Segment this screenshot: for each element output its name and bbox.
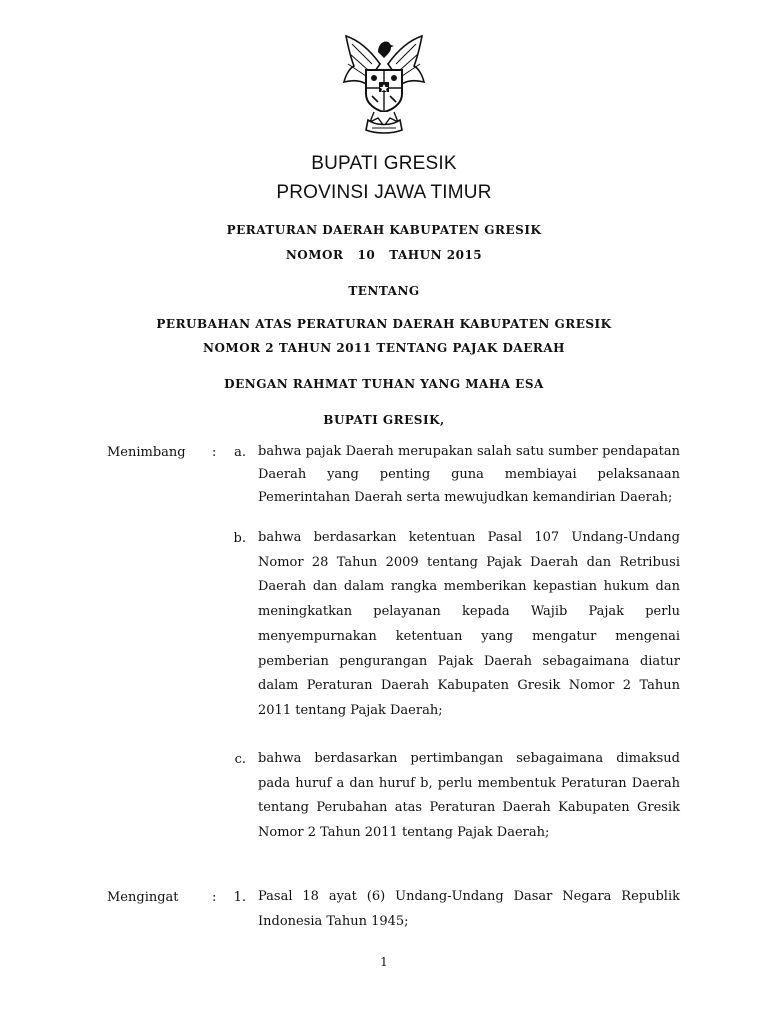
garuda-emblem: [336, 30, 432, 138]
menimbang-item-a: bahwa pajak Daerah merupakan salah satu sumber pendapatan Daerah yang penting guna membiayai pelaksanaan Pemerintahan Daerah serta mewujudkan kemandirian Daerah;: [258, 444, 680, 505]
mengingat-item-1: Pasal 18 ayat (6) Undang-Undang Dasar Negara Republik Indonesia Tahun 1945;: [258, 889, 680, 929]
mengingat-label: Mengingat: [107, 890, 179, 905]
preamble: DENGAN RAHMAT TUHAN YANG MAHA ESA: [224, 377, 544, 391]
about-heading: TENTANG: [348, 284, 420, 298]
subject-line-2: NOMOR 2 TAHUN 2011 TENTANG PAJAK DAERAH: [202, 341, 565, 355]
item-marker: 1.: [233, 890, 246, 905]
regulation-title: PERATURAN DAERAH KABUPATEN GRESIK: [226, 223, 542, 237]
province-title: PROVINSI JAWA TIMUR: [276, 182, 492, 203]
item-marker: c.: [234, 752, 246, 767]
page-number: 1: [380, 955, 388, 969]
authority-line: BUPATI GRESIK,: [323, 413, 445, 427]
mengingat-colon: :: [212, 890, 217, 905]
menimbang-item-b: bahwa berdasarkan ketentuan Pasal 107 Undang-Undang Nomor 28 Tahun 2009 tentang Pajak Daerah dan Retribusi Daerah dan dalam rangka memberikan kepastian hukum dan meningkatkan pelayanan kepada Wajib Pajak perlu menyempurnakan ketentuan yang mengatur mengenai pemberian pengurangan Pajak Daerah sebagaimana diatur dalam Peraturan Daerah Kabupaten Gresik Nomor 2 Tahun 2011 tentang Pajak Daerah;: [258, 530, 680, 718]
item-marker: b.: [233, 531, 246, 546]
item-marker: a.: [234, 445, 246, 460]
menimbang-label: Menimbang: [107, 445, 186, 460]
subject-line-1: PERUBAHAN ATAS PERATURAN DAERAH KABUPATEN GRESIK: [156, 317, 612, 331]
regent-title: BUPATI GRESIK: [311, 153, 457, 174]
regulation-number: NOMOR 10 TAHUN 2015: [285, 248, 483, 262]
menimbang-colon: :: [212, 445, 217, 460]
menimbang-item-c: bahwa berdasarkan pertimbangan sebagaimana dimaksud pada huruf a dan huruf b, perlu membentuk Peraturan Daerah tentang Perubahan atas Peraturan Daerah Kabupaten Gresik Nomor 2 Tahun 2011 tentang Pajak Daerah;: [258, 751, 680, 841]
